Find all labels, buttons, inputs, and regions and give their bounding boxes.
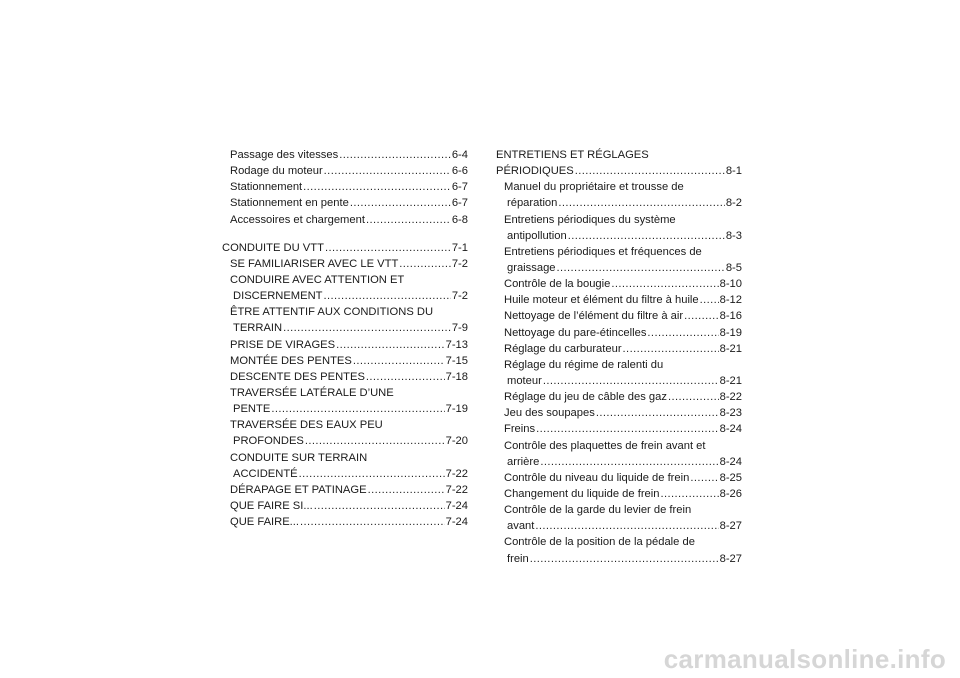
toc-entry [496, 308, 742, 324]
toc-entry-page: 8-24 [719, 455, 742, 468]
toc-leader-dots [366, 212, 451, 228]
toc-leader-dots [575, 163, 725, 179]
toc-leader-dots [543, 373, 719, 389]
toc-entry [496, 179, 742, 195]
toc-entry [496, 389, 742, 405]
toc-entry [496, 244, 742, 260]
toc-entry-page: 8-2 [725, 197, 742, 210]
toc-entry-title: Réglage du carburateur [504, 342, 622, 355]
toc-leader-dots [299, 466, 445, 482]
toc-leader-dots [611, 276, 718, 292]
toc-entry-page: 7-13 [445, 338, 468, 351]
toc-entry-page: 8-21 [719, 374, 742, 387]
toc-entry [222, 482, 468, 498]
toc-entry-title: ACCIDENTÉ [233, 467, 298, 480]
toc-entry-page: 7-22 [445, 467, 468, 480]
toc-entry-title: Réglage du régime de ralenti du [504, 358, 664, 371]
toc-entry-title: CONDUITE SUR TERRAIN [230, 451, 368, 464]
toc-entry-page: 6-7 [451, 181, 468, 194]
toc-entry [496, 470, 742, 486]
watermark: carmanualsonline.info [663, 644, 946, 674]
toc-leader-dots [568, 228, 725, 244]
toc-leader-dots [399, 256, 451, 272]
toc-entry-title: frein [507, 552, 529, 565]
toc-entry [496, 438, 742, 454]
toc-entry-title: Jeu des soupapes [504, 407, 595, 420]
toc-entry [222, 163, 468, 179]
toc-entry [496, 502, 742, 518]
toc-entry-title: Contrôle de la bougie [504, 278, 611, 291]
toc-entry [496, 341, 742, 357]
toc-entry-title: PRISE DE VIRAGES [230, 338, 336, 351]
toc-entry-page: 8-10 [719, 278, 742, 291]
toc-entry [222, 272, 468, 288]
toc-entry-title: Stationnement [230, 181, 303, 194]
toc-entry [222, 433, 468, 449]
toc-entry [496, 276, 742, 292]
toc-entry [222, 466, 468, 482]
toc-entry-title: Accessoires et chargement [230, 213, 365, 226]
toc-entry-title: TERRAIN [233, 322, 283, 335]
toc-entry-title: PÉRIODIQUES [496, 165, 574, 178]
toc-leader-dots [535, 518, 718, 534]
toc-leader-dots [540, 454, 718, 470]
toc-entry-title: réparation [507, 197, 558, 210]
toc-entry-title: DÉRAPAGE ET PATINAGE [230, 483, 367, 496]
toc-leader-dots [325, 240, 451, 256]
toc-entry-title: SE FAMILIARISER AVEC LE VTT [230, 257, 399, 270]
toc-leader-dots [700, 292, 719, 308]
toc-entry-title: Changement du liquide de frein [504, 487, 660, 500]
toc-entry [222, 337, 468, 353]
toc-entry [222, 498, 468, 514]
toc-entry-title: QUE FAIRE SI... [230, 499, 313, 512]
toc-entry [222, 179, 468, 195]
toc-leader-dots [366, 369, 445, 385]
toc-entry-page: 6-7 [451, 197, 468, 210]
toc-entry [496, 195, 742, 211]
toc-entry-title: avant [507, 520, 535, 533]
toc-entry-title: Huile moteur et élément du filtre à huile [504, 294, 699, 307]
toc-entry-page: 7-1 [451, 241, 468, 254]
toc-entry [496, 325, 742, 341]
toc-entry-page: 8-3 [725, 229, 742, 242]
toc-entry [496, 421, 742, 437]
toc-entry-title: Contrôle du niveau du liquide de frein [504, 471, 690, 484]
toc-entry [222, 401, 468, 417]
toc-entry [222, 514, 468, 530]
toc-leader-dots [271, 401, 444, 417]
toc-entry-page: 7-9 [451, 322, 468, 335]
toc-entry-page: 6-6 [451, 165, 468, 178]
toc-entry [496, 534, 742, 550]
toc-entry-title: TRAVERSÉE LATÉRALE D’UNE [230, 386, 394, 399]
toc-leader-dots [305, 433, 445, 449]
toc-entry-title: QUE FAIRE... [230, 516, 300, 529]
toc-entry-title: CONDUIRE AVEC ATTENTION ET [230, 273, 405, 286]
toc-entry-page: 8-26 [719, 487, 742, 500]
toc-leader-dots [300, 514, 445, 530]
toc-leader-dots [558, 195, 724, 211]
toc-entry-title: Nettoyage du pare-étincelles [504, 326, 647, 339]
toc-entry-page: 6-8 [451, 213, 468, 226]
toc-entry-page: 8-5 [725, 261, 742, 274]
toc-entry-title: antipollution [507, 229, 567, 242]
toc-leader-dots [303, 179, 451, 195]
toc-entry [222, 353, 468, 369]
toc-leader-dots [353, 353, 445, 369]
toc-entry-title: moteur [507, 374, 542, 387]
toc-entry [496, 212, 742, 228]
toc-entry-title: Réglage du jeu de câble des gaz [504, 391, 667, 404]
toc-entry [222, 240, 468, 256]
toc-entry-title: Stationnement en pente [230, 197, 349, 210]
toc-leader-dots [668, 389, 719, 405]
toc-entry [496, 357, 742, 373]
toc-leader-dots [339, 147, 451, 163]
toc-leader-dots [336, 337, 445, 353]
toc-entry-page: 7-19 [445, 403, 468, 416]
toc-leader-dots [690, 470, 718, 486]
toc-entry-title: Rodage du moteur [230, 165, 323, 178]
toc-entry [222, 147, 468, 163]
toc-leader-dots [596, 405, 719, 421]
toc-entry [222, 385, 468, 401]
toc-entry-page: 7-15 [445, 354, 468, 367]
toc-entry-page: 7-22 [445, 483, 468, 496]
toc-entry-page: 8-12 [719, 294, 742, 307]
toc-leader-dots [324, 288, 451, 304]
toc-entry-title: Nettoyage de l’élément du filtre à air [504, 310, 684, 323]
toc-entry [496, 454, 742, 470]
toc-entry-title: ÊTRE ATTENTIF AUX CONDITIONS DU [230, 306, 434, 319]
toc-entry [222, 288, 468, 304]
toc-entry [222, 450, 468, 466]
toc-entry [496, 147, 742, 163]
toc-entry-title: arrière [507, 455, 540, 468]
toc-entry [222, 195, 468, 211]
toc-entry-page: 8-25 [719, 471, 742, 484]
toc-entry-title: Entretiens périodiques et fréquences de [504, 245, 702, 258]
toc-entry-page: 8-27 [719, 520, 742, 533]
toc-entry-title: DESCENTE DES PENTES [230, 370, 365, 383]
toc-entry [496, 551, 742, 567]
toc-entry-page: 8-27 [719, 552, 742, 565]
toc-left-column [222, 147, 468, 530]
toc-entry-title: Passage des vitesses [230, 149, 339, 161]
toc-entry [496, 405, 742, 421]
toc-entry-title: DISCERNEMENT [233, 290, 323, 303]
toc-entry [222, 256, 468, 272]
toc-entry-title: graissage [507, 261, 556, 274]
toc-entry-title: MONTÉE DES PENTES [230, 354, 352, 367]
toc-entry-page: 7-18 [445, 370, 468, 383]
toc-entry-page: 8-1 [725, 165, 742, 178]
toc-entry [496, 228, 742, 244]
toc-leader-dots [283, 320, 451, 336]
toc-entry-page: 7-2 [451, 257, 468, 270]
toc-leader-dots [324, 163, 451, 179]
toc-leader-dots [314, 498, 445, 514]
toc-leader-dots [350, 195, 451, 211]
toc-entry-page: 7-24 [445, 499, 468, 512]
toc-entry-page: 7-24 [445, 516, 468, 529]
toc-entry [496, 373, 742, 389]
toc-leader-dots [530, 551, 719, 567]
toc-leader-dots [623, 341, 719, 357]
toc-right-column [496, 147, 742, 567]
toc-entry [496, 486, 742, 502]
toc-leader-dots [557, 260, 725, 276]
toc-entry [222, 417, 468, 433]
toc-entry [496, 163, 742, 179]
toc-entry-page: 8-21 [719, 342, 742, 355]
toc-entry [496, 518, 742, 534]
toc-entry [222, 320, 468, 336]
toc-leader-dots [647, 325, 718, 341]
toc-leader-dots [536, 421, 719, 437]
toc-entry-title: Entretiens périodiques du système [504, 213, 676, 226]
toc-entry-page: 8-16 [719, 310, 742, 323]
toc-entry-title: ENTRETIENS ET RÉGLAGES [496, 149, 649, 161]
toc-entry-title: Manuel du propriétaire et trousse de [504, 181, 684, 194]
toc-entry [496, 260, 742, 276]
toc-entry [222, 304, 468, 320]
toc-entry [496, 292, 742, 308]
toc-leader-dots [661, 486, 719, 502]
toc-entry-title: TRAVERSÉE DES EAUX PEU [230, 419, 383, 432]
toc-entry-title: PENTE [233, 403, 271, 416]
toc-entry-title: PROFONDES [233, 435, 304, 448]
toc-entry-title: Contrôle de la position de la pédale de [504, 536, 695, 549]
toc-entry-title: CONDUITE DU VTT [222, 241, 324, 254]
toc-leader-dots [368, 482, 445, 498]
toc-entry-page: 7-2 [451, 290, 468, 303]
toc-entry-title: Contrôle de la garde du levier de frein [504, 504, 692, 517]
toc-entry-page: 8-23 [719, 407, 742, 420]
toc-entry-title: Contrôle des plaquettes de frein avant et [504, 439, 706, 452]
toc-entry [222, 212, 468, 228]
toc-leader-dots [684, 308, 718, 324]
toc-entry [222, 369, 468, 385]
toc-entry-title: Freins [504, 423, 536, 436]
toc-entry-page: 7-20 [445, 435, 468, 448]
toc-entry-page: 6-4 [451, 149, 468, 161]
toc-entry-page: 8-22 [719, 391, 742, 404]
toc-entry-page: 8-24 [719, 423, 742, 436]
toc-entry-page: 8-19 [719, 326, 742, 339]
